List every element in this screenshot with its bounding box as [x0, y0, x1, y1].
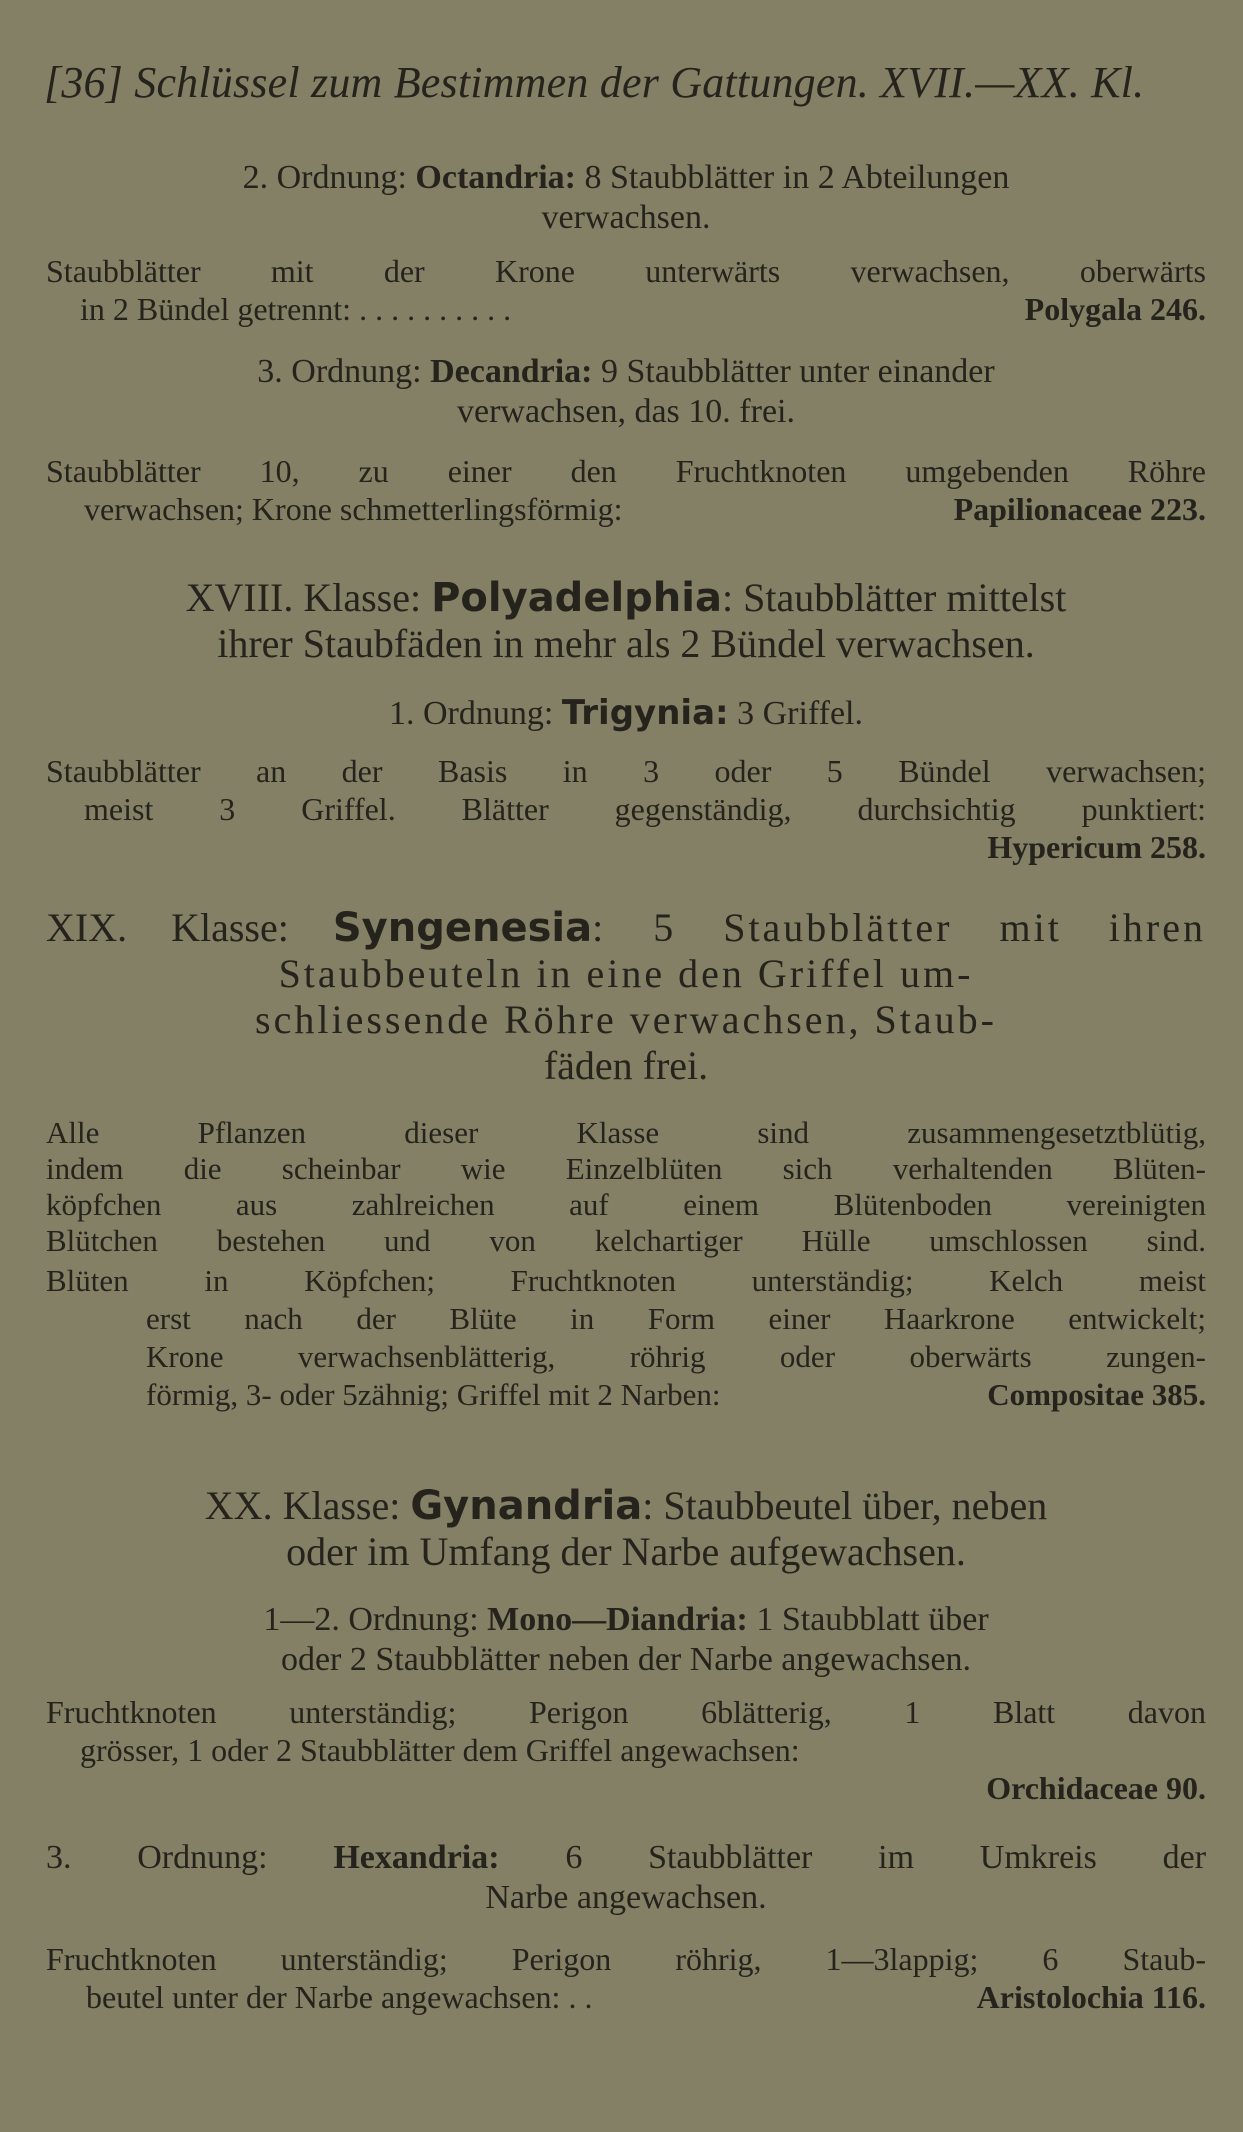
octandria-entry: Staubblätter mit der Krone unterwärts verwachsen, oberwärts in 2 Bündel getrennt: . . . . . . . . . . Polygala 246. — [46, 253, 1206, 327]
octandria-name: Octandria: — [415, 159, 576, 196]
genus-compositae: Compositae 385. — [987, 1377, 1206, 1412]
trigynia-heading: 1. Ordnung: Trigynia: 3 Griffel. — [389, 693, 863, 733]
class-xix-heading: XIX. Klasse: Syngenesia: 5 Staubblätter mit ihren Staubbeuteln in eine den Griffel um- schliessende Röhre verwachsen, Staub- fäden frei. — [46, 905, 1206, 1088]
octandria-heading: 2. Ordnung: Octandria: 8 Staubblätter in 2 Abteilungen verwachsen. — [242, 159, 1010, 236]
compositae-entry: Blüten in Köpfchen; Fruchtknoten unterständig; Kelch meist erst nach der Blüte in Form einer Haarkrone entwickelt; Krone verwachsenblätterig, röhrig oder oberwärts zungen- förmig, 3- oder 5zähnig; Griffel mit 2 Narben: Compositae 385. — [46, 1263, 1206, 1412]
page-number: [36] — [44, 58, 124, 107]
polyadelphia-name: Polyadelphia — [431, 575, 722, 621]
gynandria-name: Gynandria — [410, 1483, 643, 1529]
genus-hypericum: Hypericum 258. — [987, 829, 1206, 865]
hypericum-entry: Staubblätter an der Basis in 3 oder 5 Bündel verwachsen; meist 3 Griffel. Blätter gegenständig, durchsichtig punktiert: Hypericum 258. — [46, 753, 1206, 865]
genus-polygala: Polygala 246. — [1024, 291, 1206, 327]
mono-diandria-heading: 1—2. Ordnung: Mono—Diandria: 1 Staubblatt über oder 2 Staubblätter neben der Narbe angewachsen. — [263, 1601, 989, 1678]
mono-diandria-name: Mono—Diandria: — [487, 1601, 748, 1638]
decandria-name: Decandria: — [430, 353, 593, 390]
genus-aristolochia: Aristolochia 116. — [976, 1979, 1206, 2015]
aristolochia-entry: Fruchtknoten unterständig; Perigon röhrig, 1—3lappig; 6 Staub- beutel unter der Narbe angewachsen: . . Aristolochia 116. — [46, 1941, 1206, 2015]
running-header — [44, 58, 1204, 108]
trigynia-name: Trigynia: — [561, 693, 729, 733]
orchidaceae-entry: Fruchtknoten unterständig; Perigon 6blätterig, 1 Blatt davon grösser, 1 oder 2 Staubblätter dem Griffel angewachsen: Orchidaceae 90. — [46, 1694, 1206, 1806]
syngenesia-name: Syngenesia — [332, 905, 593, 951]
hexandria-name: Hexandria: — [333, 1839, 500, 1876]
class-xx-heading: XX. Klasse: Gynandria: Staubbeutel über, neben oder im Umfang der Narbe aufgewachsen. — [204, 1483, 1048, 1574]
decandria-entry: Staubblätter 10, zu einer den Fruchtknoten umgebenden Röhre verwachsen; Krone schmetterlingsförmig: Papilionaceae 223. — [46, 453, 1206, 527]
running-title: Schlüssel zum Bestimmen der Gattungen. XVII.—XX. Kl. — [134, 58, 1145, 107]
genus-orchidaceae: Orchidaceae 90. — [986, 1770, 1206, 1806]
genus-papilionaceae: Papilionaceae 223. — [953, 491, 1206, 527]
class-xviii-heading: XVIII. Klasse: Polyadelphia: Staubblätter mittelst ihrer Staubfäden in mehr als 2 Bündel verwachsen. — [185, 575, 1067, 666]
syngenesia-explanation: Alle Pflanzen dieser Klasse sind zusammengesetztblütig, indem die scheinbar wie Einzelblüten sich verhaltenden Blüten- köpfchen aus zahlreichen auf einem Blütenboden vereinigten Blütchen bestehen und von kelchartiger Hülle umschlossen sind. — [46, 1115, 1206, 1258]
decandria-heading: 3. Ordnung: Decandria: 9 Staubblätter unter einander verwachsen, das 10. frei. — [257, 353, 995, 430]
hexandria-heading: 3. Ordnung: Hexandria: 6 Staubblätter im Umkreis der Narbe angewachsen. — [46, 1839, 1207, 1916]
